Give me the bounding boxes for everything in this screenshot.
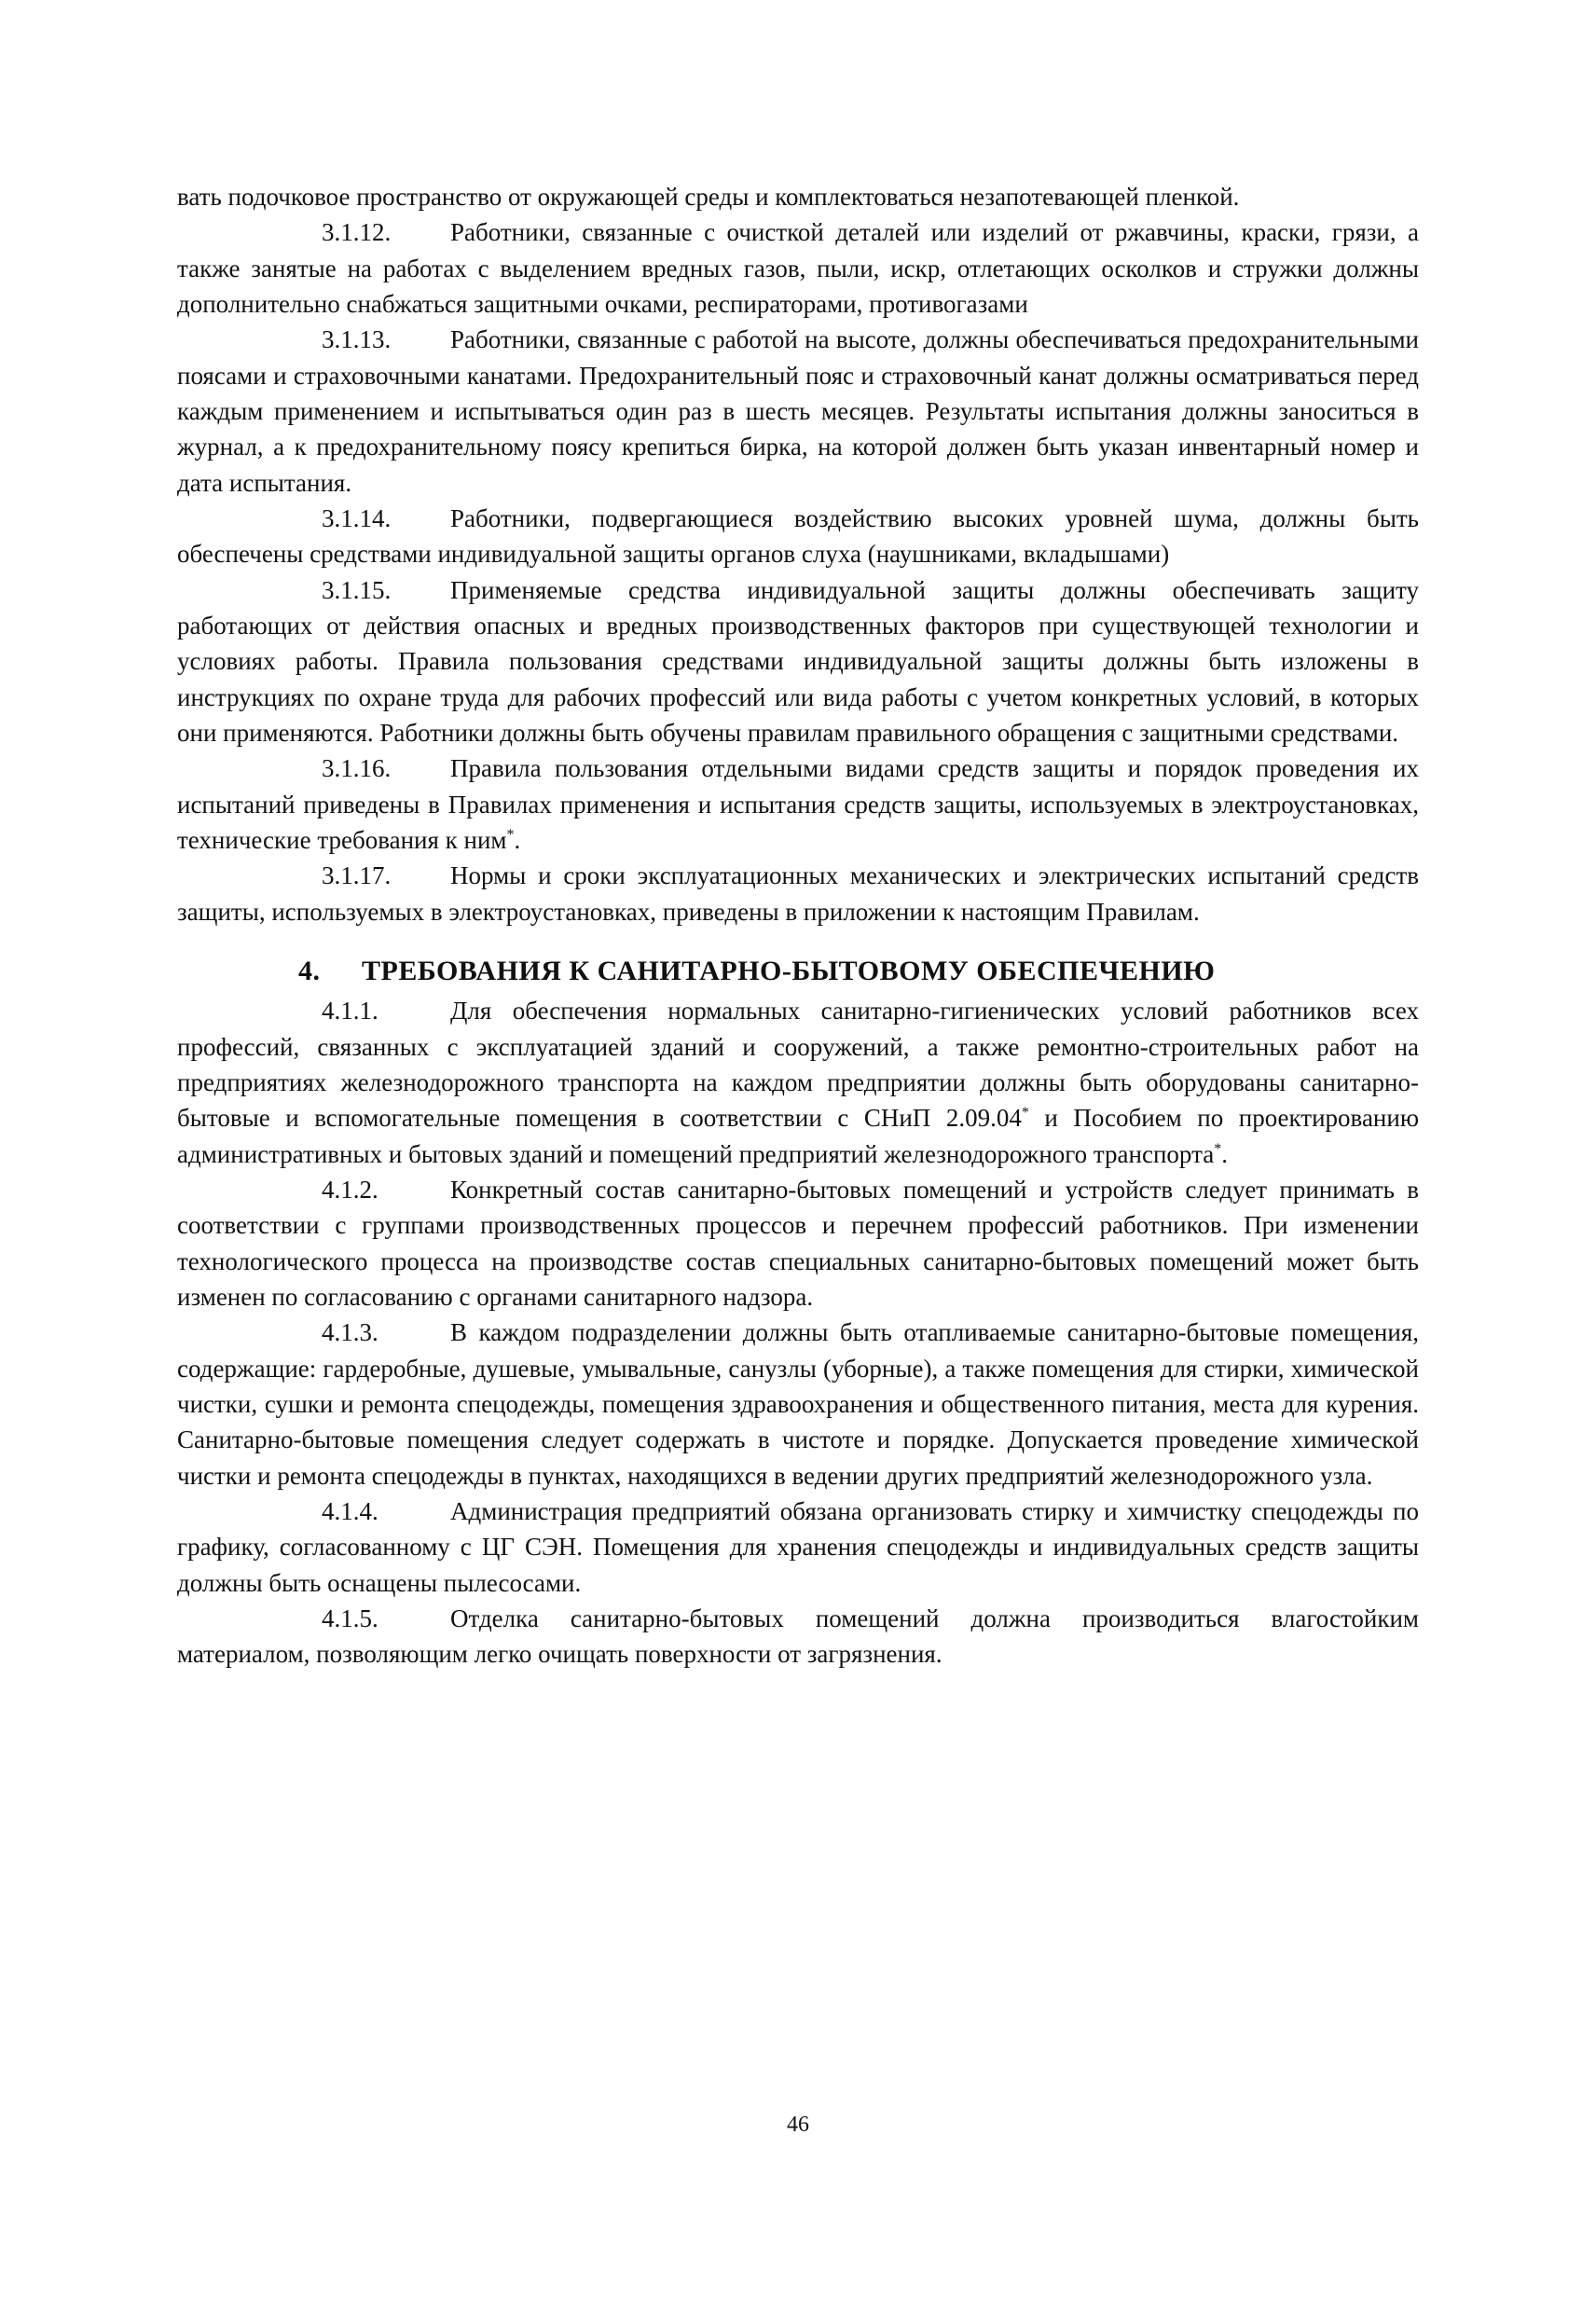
paragraph-text: Работники, связанные с работой на высоте, должны обеспечиваться предохранительными поясами и страховочными канатами. Предохранительный пояс и страховочный канат должны осматриваться перед каждым применением и испытываться один раз в шесть месяцев. Результаты испытания должны заноситься в журнал, а к предохранительному поясу крепиться бирка, на которой должен быть указан инвентарный номер и дата испытания. (177, 325, 1419, 497)
paragraph-number: 3.1.17. (322, 861, 392, 890)
section-number: 4. (298, 955, 321, 986)
paragraph-4-1-3 (177, 1315, 1419, 1494)
footnote-mark: * (1214, 1140, 1222, 1157)
paragraph-text: Для обеспечения нормальных санитарно-гигиенических условий работников всех профессий, связанных с эксплуатацией зданий и сооружений, а также ремонтно-строительных работ на предприятиях железнодорожного транспорта на каждом предприятии должны быть оборудованы санитарно-бытовые и вспомогательные помещения в соответствии с СНиП 2.09.04 (177, 997, 1419, 1133)
paragraph-3-1-14 (177, 501, 1419, 572)
section-title: ТРЕБОВАНИЯ К САНИТАРНО-БЫТОВОМУ ОБЕСПЕЧЕНИЮ (362, 955, 1216, 986)
paragraph-number: 4.1.2. (322, 1176, 378, 1205)
paragraph-number: 4.1.5. (322, 1604, 378, 1633)
footnote-mark: * (1021, 1105, 1029, 1122)
paragraph-number: 4.1.1. (322, 997, 378, 1026)
paragraph-text: Отделка санитарно-бытовых помещений должна производиться влагостойким материалом, позволяющим легко очищать поверхности от загрязнения. (177, 1604, 1419, 1669)
paragraph-end: . (1221, 1139, 1228, 1168)
document-page (177, 179, 1419, 1673)
paragraph-number: 3.1.15. (322, 575, 392, 604)
paragraph-end: . (514, 825, 521, 854)
paragraph-number: 3.1.14. (322, 503, 392, 532)
page-number: 46 (787, 2113, 809, 2137)
paragraph-number: 3.1.13. (322, 325, 392, 354)
paragraph-3-1-16 (177, 750, 1419, 858)
paragraph-3-1-12 (177, 214, 1419, 322)
paragraph-text-continued: и Пособием по проектированию административных и бытовых зданий и помещений предприятий железнодорожного транспорта (177, 1104, 1419, 1168)
paragraph-text: Нормы и сроки эксплуатационных механических и электрических испытаний средств защиты, используемых в электроустановках, приведены в приложении к настоящим Правилам. (177, 861, 1419, 926)
paragraph-text: Конкретный состав санитарно-бытовых помещений и устройств следует принимать в соответствии с группами производственных процессов и перечнем профессий работников. При изменении технологического процесса на производстве состав специальных санитарно-бытовых помещений может быть изменен по согласованию с органами санитарного надзора. (177, 1176, 1419, 1312)
paragraph-4-1-5 (177, 1601, 1419, 1673)
paragraph-text: В каждом подразделении должны быть отапливаемые санитарно-бытовые помещения, содержащие: гардеробные, душевые, умывальные, санузлы (уборные), а также помещения для стирки, химической чистки, сушки и ремонта спецодежды, помещения здравоохранения и общественного питания, места для курения. Санитарно-бытовые помещения следует содержать в чистоте и порядке. Допускается проведение химической чистки и ремонта спецодежды в пунктах, находящихся в ведении других предприятий железнодорожного узла. (177, 1318, 1419, 1490)
paragraph-4-1-2 (177, 1172, 1419, 1315)
paragraph-4-1-4 (177, 1494, 1419, 1601)
paragraph-text: Применяемые средства индивидуальной защиты должны обеспечивать защиту работающих от действия опасных и вредных производственных факторов при существующей технологии и условиях работы. Правила пользования средствами индивидуальной защиты должны быть изложены в инструкциях по охране труда для рабочих профессий или вида работы с учетом конкретных условий, в которых они применяются. Работники должны быть обучены правилам правильного обращения с защитными средствами. (177, 575, 1419, 747)
paragraph-number: 3.1.12. (322, 218, 392, 247)
paragraph-continuation: вать подочковое пространство от окружающей среды и комплектоваться незапотевающей пленкой. (177, 183, 1240, 211)
paragraph-number: 4.1.3. (322, 1318, 378, 1347)
paragraph-number: 4.1.4. (322, 1497, 378, 1526)
paragraph-text: Правила пользования отдельными видами средств защиты и порядок проведения их испытаний приведены в Правилах применения и испытания средств защиты, используемых в электроустановках, технические требования к ним (177, 754, 1419, 854)
paragraph-4-1-1 (177, 993, 1419, 1172)
paragraph-text: Администрация предприятий обязана организовать стирку и химчистку спецодежды по графику, согласованному с ЦГ СЭН. Помещения для хранения спецодежды и индивидуальных средств защиты должны быть оснащены пылесосами. (177, 1497, 1419, 1597)
paragraph-3-1-15 (177, 572, 1419, 751)
paragraph-number: 3.1.16. (322, 754, 392, 783)
paragraph-text: Работники, подвергающиеся воздействию высоких уровней шума, должны быть обеспечены средствами индивидуальной защиты органов слуха (наушниками, вкладышами) (177, 503, 1419, 569)
paragraph-3-1-17 (177, 858, 1419, 929)
footnote-mark: * (506, 826, 515, 843)
paragraph-text: Работники, связанные с очисткой деталей или изделий от ржавчины, краски, грязи, а также занятые на работах с выделением вредных газов, пыли, искр, отлетающих осколков и стружки должны дополнительно снабжаться защитными очками, респираторами, противогазами (177, 218, 1419, 318)
section-heading (177, 952, 1419, 992)
paragraph-3-1-13 (177, 322, 1419, 501)
